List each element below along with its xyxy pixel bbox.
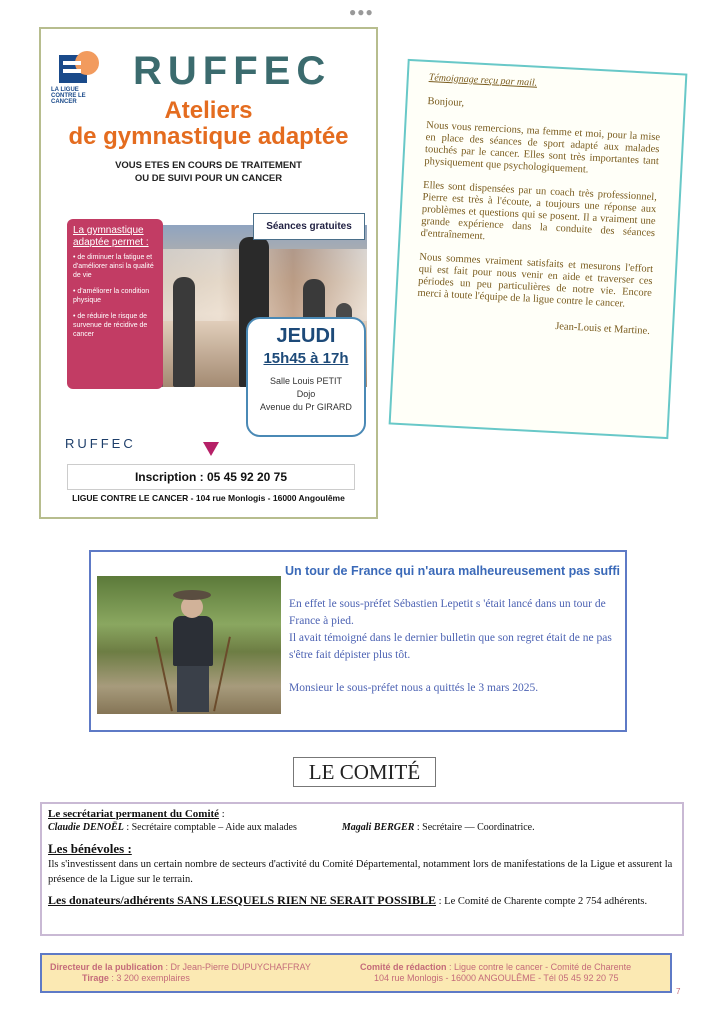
member-name: Magali BERGER <box>341 822 415 833</box>
venue <box>248 375 364 414</box>
benefit-item: • de diminuer la fatigue et d'améliorer ainsi la qualité de vie <box>73 254 154 279</box>
subtitle-line2: OU DE SUIVI POUR UN CANCER <box>134 173 283 184</box>
testimony-paragraph: Nous sommes vraiment satisfaits et mesurons l'effort qui est fait pour nous venir en aide et traverser ces périodes un peu particulières de notre vie. Encore merci à toute l'équipe de la ligue contre le cancer. <box>417 251 654 310</box>
testimony-greeting: Bonjour, <box>427 96 465 109</box>
hiker-photo <box>97 576 281 714</box>
poster-subtitle <box>41 159 376 185</box>
benevoles-text: Ils s'investissent dans un certain nombre de secteurs d'activité du Comité Départemental, notamment lors de manifestations de la Ligue et assurent la présence de la Ligue sur le terrain. <box>48 859 673 885</box>
article-body <box>289 596 619 697</box>
donors-section <box>48 893 676 909</box>
footer-right <box>360 962 631 984</box>
benevoles-title: Les bénévoles : <box>48 841 132 856</box>
article-title: Un tour de France qui n'aura malheureusement pas suffi <box>285 564 620 578</box>
redaction-value: : Ligue contre le cancer - Comité de Charente <box>446 962 632 972</box>
article-box <box>89 550 627 732</box>
subtitle-line1: VOUS ETES EN COURS DE TRAITEMENT <box>115 160 302 171</box>
tirage-label: Tirage <box>82 973 109 983</box>
poster-address: LIGUE CONTRE LE CANCER - 104 rue Monlogis - 16000 Angoulême <box>72 493 345 503</box>
secretariat-heading <box>48 808 676 820</box>
footer-left <box>50 962 311 984</box>
director-value: : Dr Jean-Pierre DUPUYCHAFFRAY <box>163 962 311 972</box>
gym-poster <box>39 27 378 519</box>
testimony-signature: Jean-Louis et Martine. <box>554 321 651 337</box>
comite-box <box>40 802 684 936</box>
logo-text: LA LIGUE CONTRE LE CANCER <box>51 87 86 105</box>
city-title: RUFFEC <box>133 49 332 93</box>
testimony-card <box>389 59 688 439</box>
secretariat-title: Le secrétariat permanent du Comité <box>48 808 220 820</box>
free-sessions-badge: Séances gratuites <box>253 213 365 240</box>
schedule-hours: 15h45 à 17h <box>263 350 349 367</box>
member-name: Claudie DENOËL <box>48 822 124 833</box>
director-label: Directeur de la publication <box>50 962 164 972</box>
benefits-box <box>67 219 163 389</box>
tirage-value: : 3 200 exemplaires <box>108 973 190 983</box>
article-paragraph: Il avait témoigné dans le dernier bulletin que son regret était de ne pas s'être fait dépister plus tôt. <box>289 632 612 661</box>
secretariat-members <box>48 822 676 833</box>
redaction-label: Comité de rédaction <box>360 962 447 972</box>
benefit-text: d'améliorer la condition physique <box>73 288 150 304</box>
member-role: : Secrétaire comptable – Aide aux malades <box>123 822 297 833</box>
testimony-paragraph: Nous vous remercions, ma femme et moi, pour la mise en place des séances de sport adapté aux malades touchés par le cancer. Elles sont très importantes tant physiquement que psychologiquement. <box>424 119 661 176</box>
benefit-item: • d'améliorer la condition physique <box>73 288 150 304</box>
comite-heading: LE COMITÉ <box>293 757 436 787</box>
testimony-paragraph: Elles sont dispensées par un coach très professionnel, Pierre est très à l'écoute, a toujours une réponse aux problèmes et questions qui se posent. Il a vraiment une grande expérience dans la conduite des séances d'entraînement. <box>420 179 658 243</box>
city-logo: RUFFEC <box>65 436 136 451</box>
donors-title: Les donateurs/adhérents SANS LESQUELS RIEN NE SERAIT POSSIBLE <box>48 893 437 907</box>
venue-line2: Dojo <box>296 389 316 399</box>
publication-footer <box>40 953 672 993</box>
article-paragraph: En effet le sous-préfet Sébastien Lepetit s 'était lancé dans un tour de France à pied. <box>289 598 606 627</box>
benefits-title: La gymnastique adaptée permet : <box>73 225 149 248</box>
schedule-day: JEUDI <box>276 325 336 347</box>
redaction-address: 104 rue Monlogis - 16000 ANGOULÊME - Tél 05 45 92 20 75 <box>374 973 619 983</box>
benefit-text: de réduire le risque de survenue de récidive de cancer <box>73 313 148 338</box>
donors-text: : Le Comité de Charente compte 2 754 adhérents. <box>436 896 648 907</box>
member-role: : Secrétaire — Coordinatrice. <box>414 822 535 833</box>
secretariat-suffix: : <box>219 809 225 820</box>
poster-title-line1: Ateliers <box>164 97 253 124</box>
schedule-box <box>246 317 366 437</box>
benefit-text: de diminuer la fatigue et d'améliorer ainsi la qualité de vie <box>73 254 154 279</box>
venue-line3: Avenue du Pr GIRARD <box>260 402 352 412</box>
testimony-heading: Témoignage reçu par mail. <box>428 72 538 89</box>
poster-title-line2: de gymnastique adaptée <box>68 123 349 150</box>
pointer-triangle-icon <box>203 442 219 456</box>
more-options-icon[interactable]: ●●● <box>349 5 374 19</box>
venue-line1: Salle Louis PETIT <box>269 376 343 386</box>
page-number: 7 <box>676 987 681 996</box>
article-paragraph: Monsieur le sous-préfet nous a quittés le 3 mars 2025. <box>289 682 539 694</box>
inscription-phone: Inscription : 05 45 92 20 75 <box>67 464 355 490</box>
benefit-item: • de réduire le risque de survenue de récidive de cancer <box>73 313 148 338</box>
